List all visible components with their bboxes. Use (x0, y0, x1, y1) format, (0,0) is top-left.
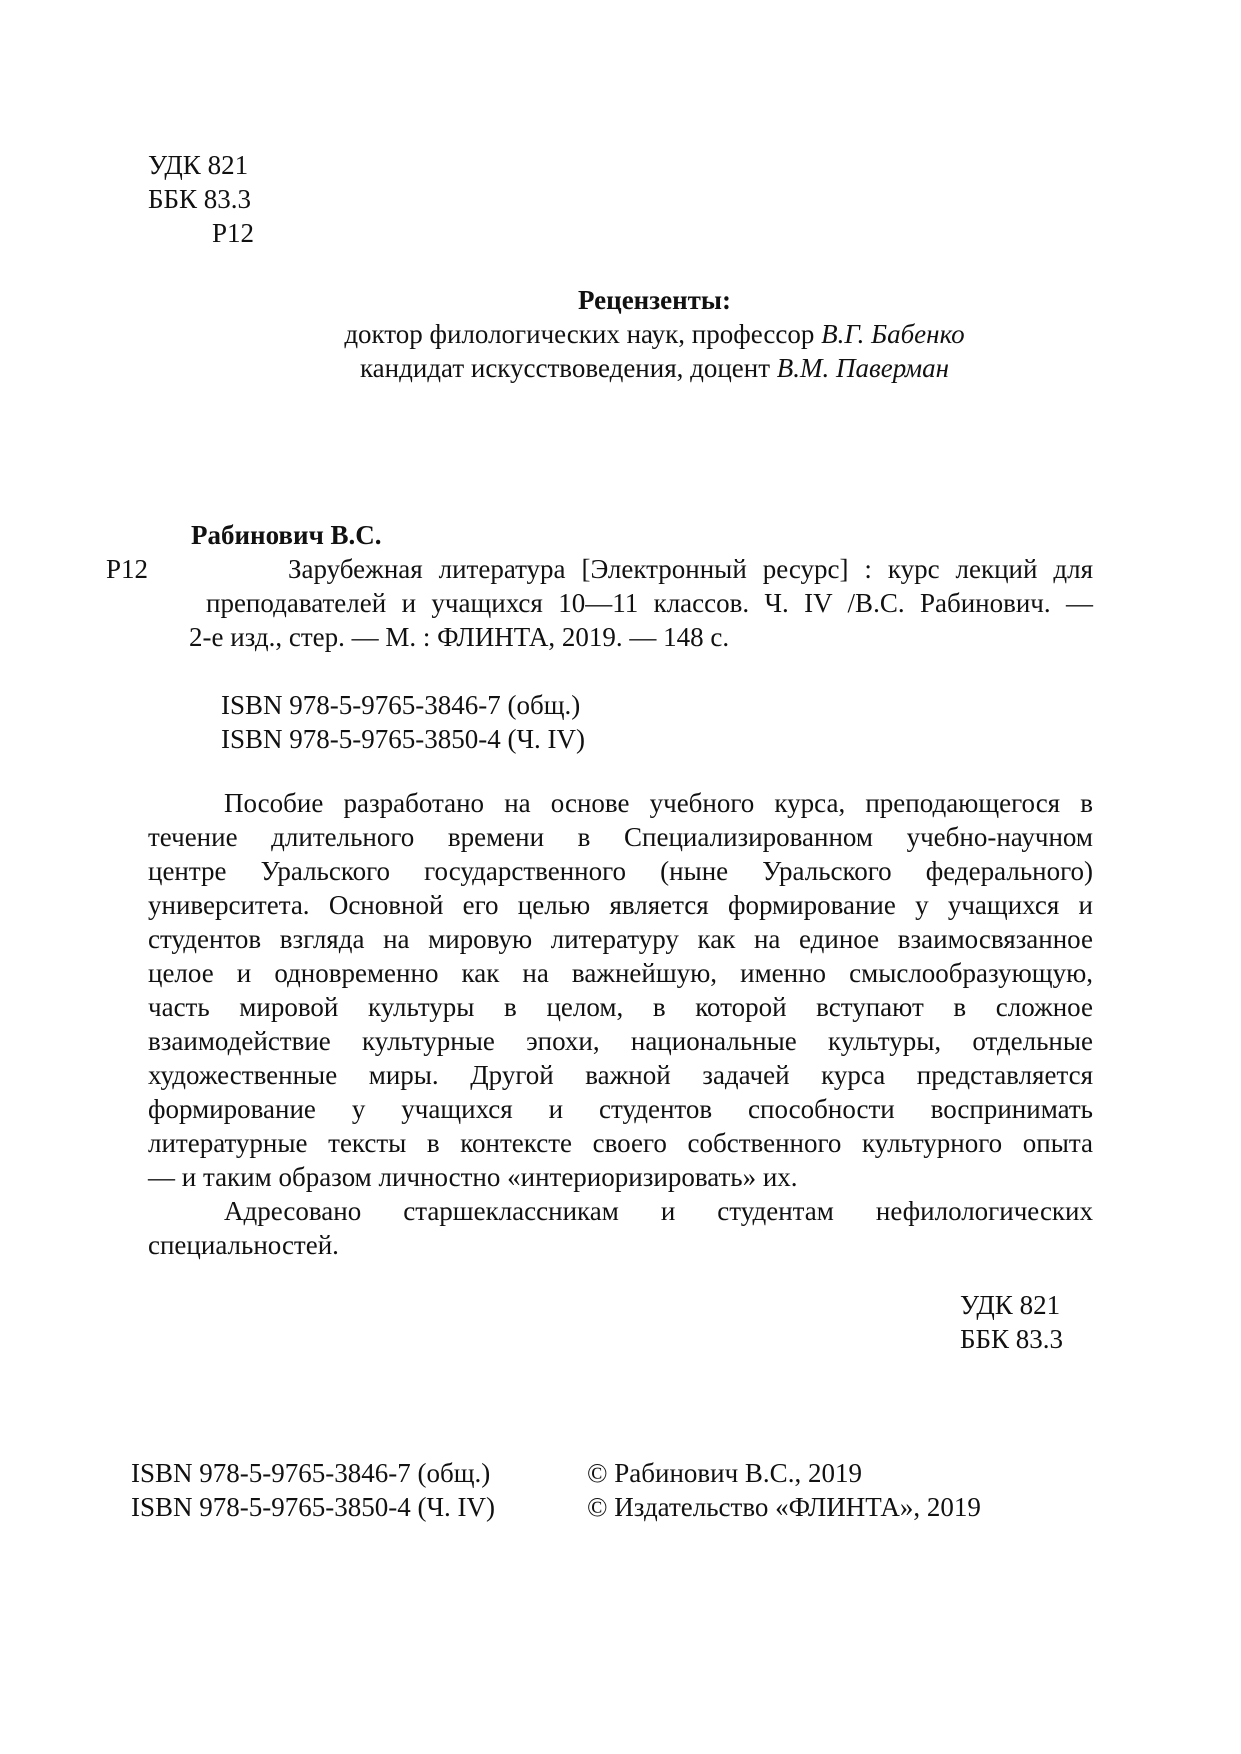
annotation-line: течение длительного времени в Специализированном учебно-научном (148, 822, 1093, 852)
reviewers-heading: Рецензенты: (578, 285, 731, 315)
author-sign-code: Р12 (106, 554, 149, 584)
annotation-line: Адресовано старшеклассникам и студентам нефилологических (224, 1196, 1093, 1226)
bbk-code-bottom: ББК 83.3 (960, 1324, 1064, 1354)
footer-isbn-part: ISBN 978-5-9765-3850-4 (Ч. IV) (131, 1492, 495, 1522)
description-line: Зарубежная литература [Электронный ресурс] : курс лекций для (288, 554, 1093, 584)
footer-isbn-general: ISBN 978-5-9765-3846-7 (общ.) (131, 1458, 491, 1488)
annotation-line: Пособие разработано на основе учебного курса, преподающегося в (224, 788, 1093, 818)
bibliographic-description (189, 552, 1093, 654)
description-line: преподавателей и учащихся 10—11 классов. Ч. IV /В.С. Рабинович. — (206, 588, 1093, 618)
copyright-publisher: © Издательство «ФЛИНТА», 2019 (587, 1492, 981, 1522)
annotation-line: формирование у учащихся и студентов способности воспринимать (148, 1094, 1093, 1124)
reviewer-1: доктор филологических наук, профессор В.Г. Бабенко (344, 319, 965, 349)
annotation-line: центре Уральского государственного (ныне Уральского федерального) (148, 856, 1093, 886)
annotation-line: часть мировой культуры в целом, в которой вступают в сложное (148, 992, 1093, 1022)
annotation (148, 786, 1093, 1262)
isbn-part: ISBN 978-5-9765-3850-4 (Ч. IV) (221, 724, 585, 754)
annotation-line: специальностей. (148, 1230, 339, 1260)
annotation-line: студентов взгляда на мировую литературу как на единое взаимосвязанное (148, 924, 1093, 954)
copyright-author: © Рабинович В.С., 2019 (587, 1458, 862, 1488)
annotation-line: художественные миры. Другой важной задачей курса представляется (148, 1060, 1093, 1090)
annotation-line: целое и одновременно как на важнейшую, именно смыслообразующую, (148, 958, 1093, 988)
author-heading: Рабинович В.С. (191, 520, 382, 550)
udk-code-bottom: УДК 821 (960, 1290, 1061, 1320)
annotation-line: университета. Основной его целью является формирование у учащихся и (148, 890, 1093, 920)
udk-code-top: УДК 821 (148, 150, 249, 180)
annotation-line: взаимодействие культурные эпохи, национальные культуры, отдельные (148, 1026, 1093, 1056)
annotation-line: — и таким образом личностно «интериоризировать» их. (148, 1162, 798, 1192)
annotation-line: литературные тексты в контексте своего собственного культурного опыта (148, 1128, 1093, 1158)
author-sign-top: Р12 (212, 218, 255, 248)
reviewer-2: кандидат искусствоведения, доцент В.М. Паверман (359, 353, 950, 383)
bbk-code-top: ББК 83.3 (148, 184, 252, 214)
description-line: 2-е изд., стер. — М. : ФЛИНТА, 2019. — 148 с. (189, 622, 730, 652)
isbn-general: ISBN 978-5-9765-3846-7 (общ.) (221, 690, 581, 720)
